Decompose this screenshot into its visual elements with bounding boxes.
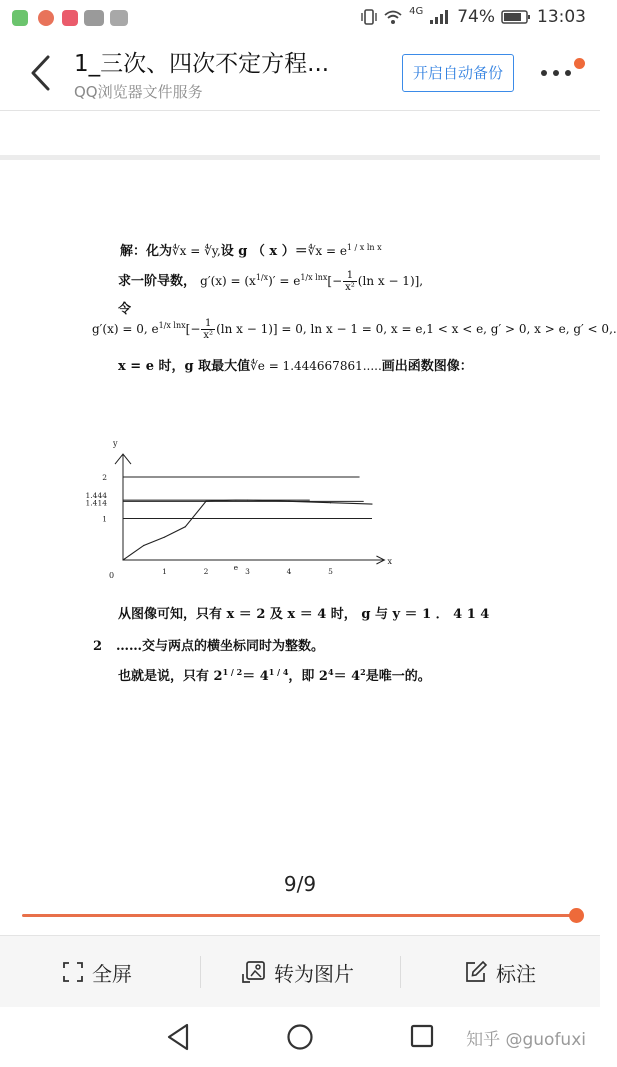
data-point	[235, 499, 236, 500]
text: 设 g （ x ）＝	[220, 244, 308, 259]
math: [−	[185, 322, 201, 336]
denominator: x²	[203, 330, 214, 341]
data-point	[247, 500, 248, 501]
notification-dot	[574, 58, 585, 69]
y-axis-label: y	[113, 439, 118, 449]
text: ……交与两点的横坐标同时为整数。	[116, 639, 325, 654]
text: 求一阶导数，	[118, 274, 197, 289]
x-tick-label: 1	[162, 567, 167, 576]
series-line-g	[123, 500, 372, 560]
text: 2	[93, 639, 103, 654]
data-point	[164, 537, 165, 538]
exponent: 1 / 2	[222, 667, 243, 677]
data-point	[205, 501, 206, 502]
y-tick-label: 2	[102, 473, 107, 482]
math: g′(x) = (x	[200, 274, 256, 288]
conclusion-line-2	[93, 635, 324, 654]
y-tick-label: 1.444	[85, 491, 107, 501]
solution-line-3: 令	[118, 302, 132, 317]
hms-notification-icon	[110, 10, 128, 26]
text: 解：化为	[120, 244, 173, 259]
battery-percent: 74%	[457, 7, 495, 27]
solution-line-2	[118, 270, 423, 293]
math: [−	[327, 274, 343, 288]
network-type: 4G	[409, 5, 424, 17]
bottom-toolbar	[0, 935, 600, 1008]
text: ＝ 4	[242, 669, 269, 684]
solution-line-4	[92, 318, 617, 341]
function-graph	[85, 375, 395, 590]
data-point	[330, 502, 331, 503]
annotate-label: 标注	[496, 961, 536, 986]
exponent: 1/x lnx	[300, 273, 328, 282]
battery-icon	[501, 9, 531, 25]
text: g 取最大值	[184, 359, 251, 374]
origin-label: 0	[109, 571, 115, 580]
back-icon[interactable]	[26, 54, 58, 92]
conclusion-line-1: 从图像可知，只有 x ＝ 2 及 x ＝ 4 时， g 与 y ＝ 1 ． 4 1 4	[118, 607, 490, 622]
vibrate-icon	[361, 8, 377, 26]
exponent: 1 / 4	[268, 667, 289, 677]
annotate-button[interactable]	[464, 936, 536, 1008]
app-header	[0, 36, 600, 111]
document-title: 1_三次、四次不定方程...	[74, 51, 330, 77]
toolbar-divider	[400, 956, 401, 988]
text: 画出函数图像：	[381, 359, 473, 374]
data-point	[143, 545, 144, 546]
math: (ln x − 1)],	[357, 274, 424, 288]
fullscreen-label: 全屏	[92, 961, 132, 986]
data-point	[371, 503, 372, 504]
math: ∜x = e	[307, 244, 347, 258]
math: g′(x) = 0, e	[92, 322, 159, 336]
solution-line-5	[118, 355, 473, 374]
app-notification-icon	[12, 10, 28, 26]
math: )′ = e	[268, 274, 301, 288]
map-notification-icon	[38, 10, 54, 26]
fullscreen-button[interactable]	[62, 936, 132, 1008]
nav-recents-icon[interactable]	[410, 1024, 434, 1048]
text: ，即 2	[288, 669, 328, 684]
convert-to-image-button[interactable]	[242, 936, 354, 1008]
numerator: 1	[343, 270, 357, 282]
x-tick-label: e	[233, 563, 239, 572]
x-tick-label: 5	[328, 567, 333, 576]
more-options-icon[interactable]	[540, 68, 572, 78]
nav-home-icon[interactable]	[286, 1023, 314, 1051]
data-point	[185, 526, 186, 527]
nav-back-icon[interactable]	[166, 1023, 190, 1051]
convert-image-icon	[242, 960, 266, 984]
fraction	[343, 270, 357, 293]
auto-backup-button[interactable]: 开启自动备份	[402, 54, 514, 92]
conclusion-line-3	[118, 665, 431, 684]
signal-icon	[429, 9, 451, 25]
text: 是唯一的。	[365, 669, 431, 684]
x-tick-label: 4	[286, 567, 292, 576]
reading-progress-bar[interactable]	[22, 914, 578, 917]
text: ＝ 4	[333, 669, 361, 684]
watermark: 知乎 @guofuxi	[466, 1030, 586, 1050]
document-source: QQ浏览器文件服务	[74, 83, 203, 101]
status-bar	[0, 0, 600, 36]
huawei-notification-icon	[84, 10, 104, 26]
math: ∜e = 1.444667861.....	[250, 359, 382, 373]
y-tick-label: 1	[102, 514, 107, 524]
clock: 13:03	[537, 7, 586, 27]
exponent: 1 / x ln x	[346, 243, 382, 252]
document-page	[0, 160, 617, 860]
numerator: 1	[201, 318, 215, 330]
text: x = e 时，	[118, 359, 185, 374]
convert-to-image-label: 转为图片	[274, 961, 354, 986]
x-axis-label: x	[387, 557, 392, 566]
y-tick-label: 1.414	[85, 498, 107, 508]
exponent: 2	[360, 667, 366, 677]
fullscreen-icon	[62, 961, 84, 983]
app2-notification-icon	[62, 10, 78, 26]
fraction	[201, 318, 215, 341]
wifi-icon	[383, 9, 403, 25]
page-indicator: 9/9	[283, 872, 317, 896]
progress-handle[interactable]	[569, 908, 584, 923]
x-tick-label: 3	[245, 567, 250, 576]
math: (ln x − 1)] = 0, ln x − 1 = 0, x = e,1 < x < e, g′ > 0, x > e, g′ < 0,.	[216, 322, 617, 336]
denominator: x²	[345, 282, 355, 293]
x-tick-label: 2	[203, 567, 209, 576]
exponent: 1/x	[255, 273, 269, 282]
data-point	[288, 501, 289, 502]
toolbar-divider	[200, 956, 201, 988]
annotate-icon	[464, 960, 488, 984]
math: ∜x = ∜y,	[172, 244, 221, 258]
text: 也就是说，只有 2	[118, 669, 223, 684]
exponent: 1/x lnx	[158, 321, 186, 330]
data-point	[122, 559, 123, 560]
solution-line-1	[120, 240, 382, 259]
exponent: 4	[327, 667, 334, 677]
system-nav-bar	[0, 1007, 600, 1067]
